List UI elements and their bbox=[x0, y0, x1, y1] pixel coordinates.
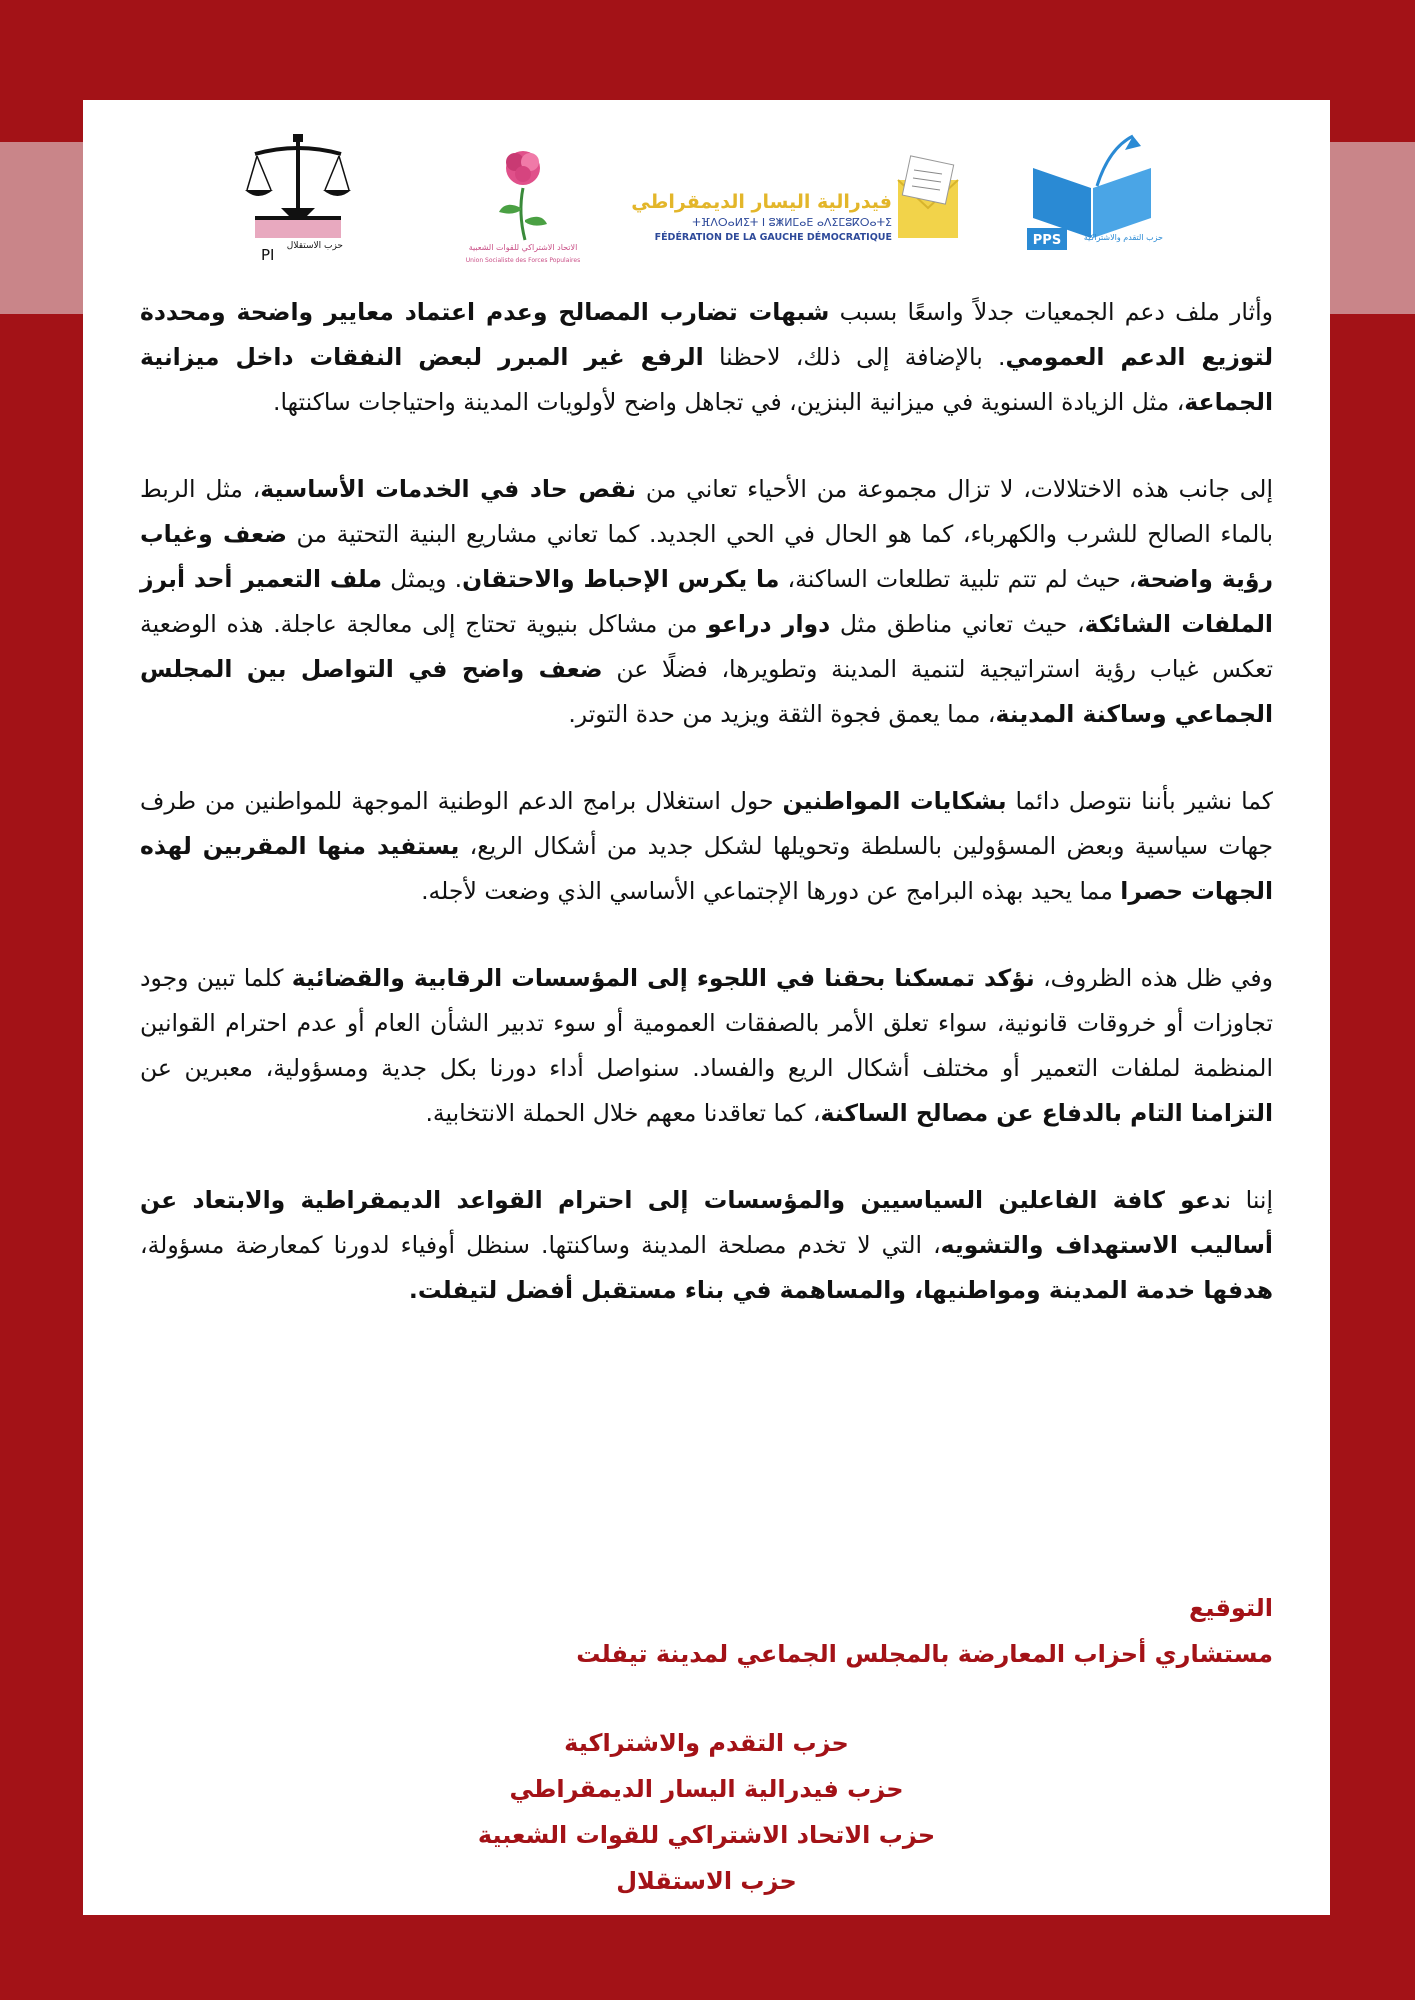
party-name: حزب التقدم والاشتراكية bbox=[564, 1729, 849, 1757]
party-name: حزب الاستقلال bbox=[616, 1867, 797, 1895]
paragraph bbox=[140, 779, 1273, 914]
fgd-name-amazigh: ⵜⴼⴷⵔⴰⵍⵉⵜ ⵏ ⵓⵥⵍⵎⴰⴹ ⴰⴷⵉⵎⵓⴽⵔⴰⵜⵉ bbox=[692, 216, 892, 229]
paragraph bbox=[140, 1178, 1273, 1313]
paragraph bbox=[140, 467, 1273, 737]
bold-text-segment: الرفع غير المبرر لبعض النفقات داخل ميزانية الجماعة bbox=[140, 343, 1273, 416]
text-segment: كما نشير بأننا نتوصل دائما bbox=[1006, 787, 1273, 815]
signature-subtitle: مستشاري أحزاب المعارضة بالمجلس الجماعي لمدينة تيفلت bbox=[576, 1640, 1273, 1668]
text-segment: ، التي لا تخدم مصلحة المدينة وساكنتها. سنظل أوفياء لدورنا كمعارضة مسؤولة، bbox=[140, 1231, 941, 1259]
istiqlal-abbr: PI bbox=[261, 246, 275, 264]
paragraph bbox=[140, 956, 1273, 1136]
text-segment: ، حيث لم تتم تلبية تطلعات الساكنة، bbox=[779, 565, 1137, 593]
text-segment: . بالإضافة إلى ذلك، لاحظنا bbox=[703, 343, 1006, 371]
paragraph bbox=[140, 290, 1273, 425]
bold-text-segment: ضعف وغياب رؤية واضحة bbox=[140, 520, 1273, 593]
usfp-name-ar: الاتحاد الاشتراكي للقوات الشعبية bbox=[468, 243, 578, 252]
pps-book-logo-icon bbox=[1013, 128, 1173, 278]
parties-list bbox=[83, 1720, 1330, 1904]
bold-text-segment: نؤكد تمسكنا بحقنا في اللجوء إلى المؤسسات الرقابية والقضائية bbox=[291, 964, 1035, 992]
text-segment: وأثار ملف دعم الجمعيات جدلاً واسعًا بسبب bbox=[829, 298, 1273, 326]
bold-text-segment: ملف التعمير أحد أبرز الملفات الشائكة bbox=[140, 565, 1273, 638]
usfp-name-fr: Union Socialiste des Forces Populaires bbox=[465, 257, 581, 264]
text-segment: وفي ظل هذه الظروف، bbox=[1034, 964, 1273, 992]
party-logos-row bbox=[83, 128, 1330, 278]
fgd-name-fr: FÉDÉRATION DE LA GAUCHE DÉMOCRATIQUE bbox=[654, 232, 892, 243]
bold-text-segment: شبهات تضارب المصالح وعدم اعتماد معايير واضحة ومحددة لتوزيع الدعم العمومي bbox=[140, 298, 1274, 371]
pps-name: حزب التقدم والاشتراكية bbox=[1083, 233, 1163, 242]
fgd-name-ar: فيدرالية اليسار الديمقراطي bbox=[631, 191, 892, 213]
text-segment: . ويمثل bbox=[382, 565, 463, 593]
text-segment: ، مثل الزيادة السنوية في ميزانية البنزين، في تجاهل واضح لأولويات المدينة واحتياجات ساكنتها. bbox=[273, 388, 1185, 416]
text-segment: كلما تبين وجود تجاوزات أو خروقات قانونية، سواء تعلق الأمر بالصفقات العمومية أو سوء تدبير الشأن العام أو عدم احترام القوانين المنظمة لملفات التعمير أو مختلف أشكال الريع والفساد. سنواصل أداء دورنا بكل جدية ومسؤولية، معبرين عن bbox=[140, 964, 1273, 1082]
party-name: حزب الاتحاد الاشتراكي للقوات الشعبية bbox=[477, 1821, 936, 1849]
signature-heading: التوقيع bbox=[1189, 1594, 1273, 1622]
text-segment: حول استغلال برامج الدعم الوطنية الموجهة للمواطنين من طرف جهات سياسية وبعض المسؤولين بالسلطة وتحويلها لشكل جديد من أشكال الريع، bbox=[140, 787, 1274, 860]
scales-logo-icon bbox=[243, 128, 353, 278]
istiqlal-name: حزب الاستقلال bbox=[286, 241, 343, 251]
text-segment: إلى جانب هذه الاختلالات، لا تزال مجموعة من الأحياء تعاني من bbox=[636, 475, 1274, 503]
party-name: حزب فيدرالية اليسار الديمقراطي bbox=[509, 1775, 904, 1803]
text-segment: مما يحيد بهذه البرامج عن دورها الإجتماعي الأساسي الذي وضعت لأجله. bbox=[421, 877, 1121, 905]
bold-text-segment: ضعف واضح في التواصل بين المجلس الجماعي وساكنة المدينة bbox=[140, 655, 1273, 728]
bold-text-segment: ما يكرس الإحباط والاحتقان bbox=[462, 565, 780, 593]
bold-text-segment: دعو كافة الفاعلين السياسيين والمؤسسات إلى احترام القواعد الديمقراطية والابتعاد عن أساليب الاستهداف والتشويه bbox=[140, 1186, 1273, 1259]
text-segment: ، مثل الربط بالماء الصالح للشرب والكهرباء، كما هو الحال في الحي الجديد. كما تعاني مشاريع البنية التحتية من bbox=[140, 475, 1273, 548]
text-segment: إننا ن bbox=[1224, 1186, 1273, 1214]
text-segment: ، مما يعمق فجوة الثقة ويزيد من حدة التوتر. bbox=[568, 700, 996, 728]
bold-text-segment: التزامنا التام بالدفاع عن مصالح الساكنة bbox=[820, 1099, 1273, 1127]
fgd-envelope-logo-icon bbox=[631, 128, 966, 278]
bold-text-segment: يستفيد منها المقربين لهذه الجهات حصرا bbox=[140, 832, 1273, 905]
bold-text-segment: بشكايات المواطنين bbox=[782, 787, 1007, 815]
rose-logo-icon bbox=[463, 128, 583, 278]
pps-abbr: PPS bbox=[1032, 233, 1062, 248]
text-segment: ، كما تعاقدنا معهم خلال الحملة الانتخابية. bbox=[425, 1099, 821, 1127]
text-segment: ، حيث تعاني مناطق مثل bbox=[830, 610, 1085, 638]
letter-page bbox=[83, 100, 1330, 1915]
signature-block bbox=[140, 1585, 1273, 1677]
bold-text-segment: نقص حاد في الخدمات الأساسية bbox=[260, 475, 637, 503]
bold-text-segment: هدفها خدمة المدينة ومواطنيها، والمساهمة في بناء مستقبل أفضل لتيفلت. bbox=[408, 1276, 1273, 1304]
letter-body bbox=[140, 290, 1273, 1355]
bold-text-segment: دوار دراعو bbox=[707, 610, 831, 638]
text-segment: من مشاكل بنيوية تحتاج إلى معالجة عاجلة. هذه الوضعية تعكس غياب رؤية استراتيجية لتنمية المدينة وتطويرها، فضلًا عن bbox=[140, 610, 1273, 683]
